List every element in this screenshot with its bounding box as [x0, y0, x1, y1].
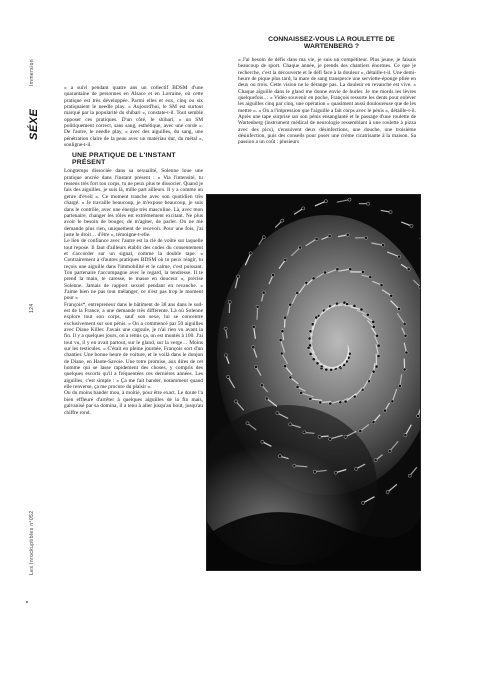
needle-cap [289, 376, 292, 379]
needle-cap [398, 307, 401, 310]
right-column [238, 57, 416, 146]
left-heading: UNE PRATIQUE DE L'INSTANT PRÉSENT [72, 152, 176, 167]
needle-cap [312, 277, 315, 280]
needle-cap [404, 434, 407, 437]
needle-cap [284, 316, 287, 319]
needle-cap [410, 224, 413, 227]
needle-cap [376, 334, 379, 337]
needle-cap [346, 233, 349, 236]
needle-cap [224, 327, 227, 330]
needle-cap [391, 400, 394, 403]
needle-cap [374, 459, 377, 462]
needle-cap [246, 422, 249, 425]
needle-cap [372, 421, 375, 424]
needle-cap [360, 308, 363, 311]
left-paragraph-4: François*, entrepreneur dans le bâtiment de 38 ans dans le sud-est de la France, a une demande très différente. Là où Solenne explore tout son corps, sauf son sexe, lui se concentre exclusivement sur son pénis. « On a commencé par 50 aiguilles avec Diane Killer. J'avais une cagoule, je n'ai rien vu avant la fin. Il y a quelques jours, on a remis ça, on est montés à 100. J'ai tout vu, il y en avait partout, sur le gland, sur la verge… Moins sur les testicules. » C'était en pleine journée, François sort d'un chantier. Une bonne heure de voiture, et le voilà dans le donjon de Diane, en Haute-Savoie. Une totre promise, aux dires de cet homme qui se lasse rapidement des choses, y compris des quelques escorts qu'il a fréquentées ces dernières années. Les aiguilles, c'est simple : « Ça me fait bander, notamment quand elle renverse, ça me procure du plaisir ». [64, 301, 203, 391]
needle-cap [372, 325, 375, 328]
needle-cap [262, 236, 265, 239]
needle-photo [206, 194, 421, 571]
needle-cap [388, 450, 391, 453]
left-paragraph-2: Longtemps dissociée dans sa sexualité, Solenne loue une pratique ancrée dans l'instant présent : « Via l'intensité, tu ressens très fort ton corps, tu ne peux plus te dissocier. Quand je fais des aiguilles, je suis là, mille part ailleurs. Il y a comme un genre d'éveil ». Ce moment tranche avec son quotidien très chargé. « Je travaille beaucoup, je m'expose beaucoup, je suis dans le contrôle, avec une énergie très masculine. Là, avec mon partenaire, changer les rôles est extrêmement excitant. Ne plus avoir le besoin de bouger, de m'agiter, de parler. On ne me demande plus rien, uniquement de recevoir. Pour une fois, j'ai juste le droit… d'être », témoigne-t-elle. [64, 168, 203, 238]
needle-cap [228, 300, 231, 303]
needle-cap [279, 338, 282, 341]
left-paragraph-5: Ou du moins bander mou, à moitié, pour être exact. Le doute l'a bien effleuré d'arrêter à quelques aiguilles de la fin mais, galvanisé par sa domina, il a tenu à aller jusqu'au bout, jusqu'au chiffre rond. [64, 390, 203, 416]
needle-cap [329, 437, 332, 440]
needle-cap [299, 246, 302, 249]
needle-cap [296, 291, 299, 294]
needle-cap [296, 385, 299, 388]
needle-cap [278, 455, 281, 458]
needle-cap [344, 435, 347, 438]
needle-cap [265, 397, 268, 400]
needle-cap [362, 501, 365, 504]
needle-cap [408, 474, 411, 477]
needle-cap [364, 236, 367, 239]
needle-cap [328, 235, 331, 238]
needle-cap [353, 304, 356, 307]
needle-cap [315, 237, 318, 240]
right-paragraph-2: Après une tape surprise sur son pénis ensanglanté et le passage d'une roulette de Wartenberg (instrument médical de neurologie ressemblant à une roulette à pizza avec des pics), s'ensuivent deux désinfections, une douche, une troisième désinfection, puis des conseils pour poser une crème cicatrisante à la maison. Sa passion a un coût : plusieurs [238, 114, 416, 146]
needle-cap [398, 255, 401, 258]
needle-cap [313, 470, 316, 473]
needle-cap [323, 271, 326, 274]
needle-cap [226, 375, 229, 378]
needle-cap [366, 313, 369, 316]
needle-cap [309, 397, 312, 400]
needle-cap [281, 330, 284, 333]
needle-cap [403, 368, 406, 371]
needle-cap [336, 268, 339, 271]
needle-cap [249, 252, 252, 255]
needle-cap [348, 198, 351, 201]
needle-cap [377, 344, 380, 347]
needle-cap [386, 490, 389, 493]
needle-cap [377, 355, 380, 358]
needle-cap [300, 391, 303, 394]
page-number: 124 [29, 303, 35, 313]
needle-cap [404, 334, 407, 337]
needle-cap [334, 471, 337, 474]
needle [257, 307, 258, 320]
needle-cap [319, 401, 322, 404]
needle-cap [256, 305, 259, 308]
needle-cap [416, 414, 419, 417]
right-paragraph-1: « J'ai besoin de défis dans ma vie, je suis un compétiteur. Plus jeune, je faisais beaucoup de sport. Chaque année, je prends des chantiers énormes. Ce que je recherche, c'est la découverte et le défi face à la douleur », détaille-t-il. Une demi-heure de pique plus tard, la mare de sang transperce une serviette-éponge pliée en deux ou trois. Cette vision ne le dérange pas. La douleur en revanche est vive. « Chaque aiguille dans le gland me donne envie de hurler. Je me mords les lèvres quelquefois… » Vidéo souvenir en poche, François ressorte les dents pour enlever les aiguilles cinq par cinq, une opération « quasiment aussi douloureuse que de les mettre ». « On a l'impression que l'aiguille a fait corps avec le pénis », détaille-t-il. [238, 57, 416, 114]
needle-cap [375, 365, 378, 368]
needle-cap [361, 270, 364, 273]
needle-cap [329, 402, 332, 405]
needle-cap [318, 435, 321, 438]
needle-cap [281, 219, 284, 222]
needle-cap [389, 211, 392, 214]
section-label: Immersion [29, 59, 35, 86]
left-paragraph-3: Le lien de confiance avec l'autre est la clé de voûte sur laquelle tout repose. Il faut d'ailleurs établir des codes du consentement et s'accorder sur un signal, comme la double tape. « Contrairement à d'autres pratiques BDSM où tu peux réagir, tu reçois une aiguille dans l'immobilité et le calme, c'est puissant. Ton partenaire t'accompagne avec le regard, la tendresse. Il te prend la main, te caresse, te masse en douceur », précise Solenne. Jamais de rapport sexuel pendant en revanche. « J'aime bien ne pas tout mélanger, ce n'est pas trop le moment pour » [64, 238, 203, 302]
needle-cap [380, 284, 383, 287]
needle-cap [366, 202, 369, 205]
needle-cap [324, 200, 327, 203]
needle-cap [372, 320, 375, 323]
needle-cap [359, 430, 362, 433]
needle-cap [276, 411, 279, 414]
needle-cap [383, 409, 386, 412]
needle-cap [293, 464, 296, 467]
left-column [64, 85, 203, 416]
needle-cap [289, 423, 292, 426]
needle-cap [262, 291, 265, 294]
needle-cap [390, 294, 393, 297]
needle-cap [289, 303, 292, 306]
needle-cap [398, 384, 401, 387]
needle-cap [309, 352, 312, 355]
right-heading: CONNAISSEZ-VOUS LA ROULETTE DE WARTENBERG ? [268, 36, 395, 51]
needle-cap [260, 384, 263, 387]
needle-cap [349, 268, 352, 271]
needle-cap [252, 346, 255, 349]
needle-cap [382, 244, 385, 247]
needle-cap [369, 275, 372, 278]
needle-cap [234, 400, 237, 403]
needle-cap [254, 365, 257, 368]
photo-illustration [207, 195, 420, 570]
needle-cap [252, 325, 255, 328]
needle-cap [224, 354, 227, 357]
needle-cap [405, 351, 408, 354]
left-paragraph-1: « a suivi pendant quatre ans un collectif BDSM d'une quarantaine de personnes en Alsace et en Lorraine, où cette pratique est très développée. Parmi elles et eux, cinq ou six pratiquaient le needle play. « Aujourd'hui, le SM est surtout marqué par la popularité du shibari », constate-t-il. Tout semble opposer ces pratiques. D'un côté, le shibari, « un SM politiquement correct, sans sang, esthétique, avec une corde ». De l'autre, le needle play, « avec des aiguilles, du sang, une pénétration claire de la peau avec un matériau dur, du métal », souligne-t-il. [64, 85, 203, 149]
section-logo: SÉXE [28, 108, 40, 140]
needle-cap [283, 365, 286, 368]
needle-cap [284, 258, 287, 261]
needle-cap [272, 273, 275, 276]
needle-cap [261, 440, 264, 443]
publication-name: Les Inrockuptibles n°052 [29, 510, 35, 575]
needle-cap [280, 352, 283, 355]
needle-cap [303, 431, 306, 434]
margin-dot [26, 601, 28, 603]
needle-cap [403, 322, 406, 325]
needle-cap [355, 467, 358, 470]
needle-cap [407, 268, 410, 271]
needle-cap [237, 275, 240, 278]
needle-cap [302, 207, 305, 210]
